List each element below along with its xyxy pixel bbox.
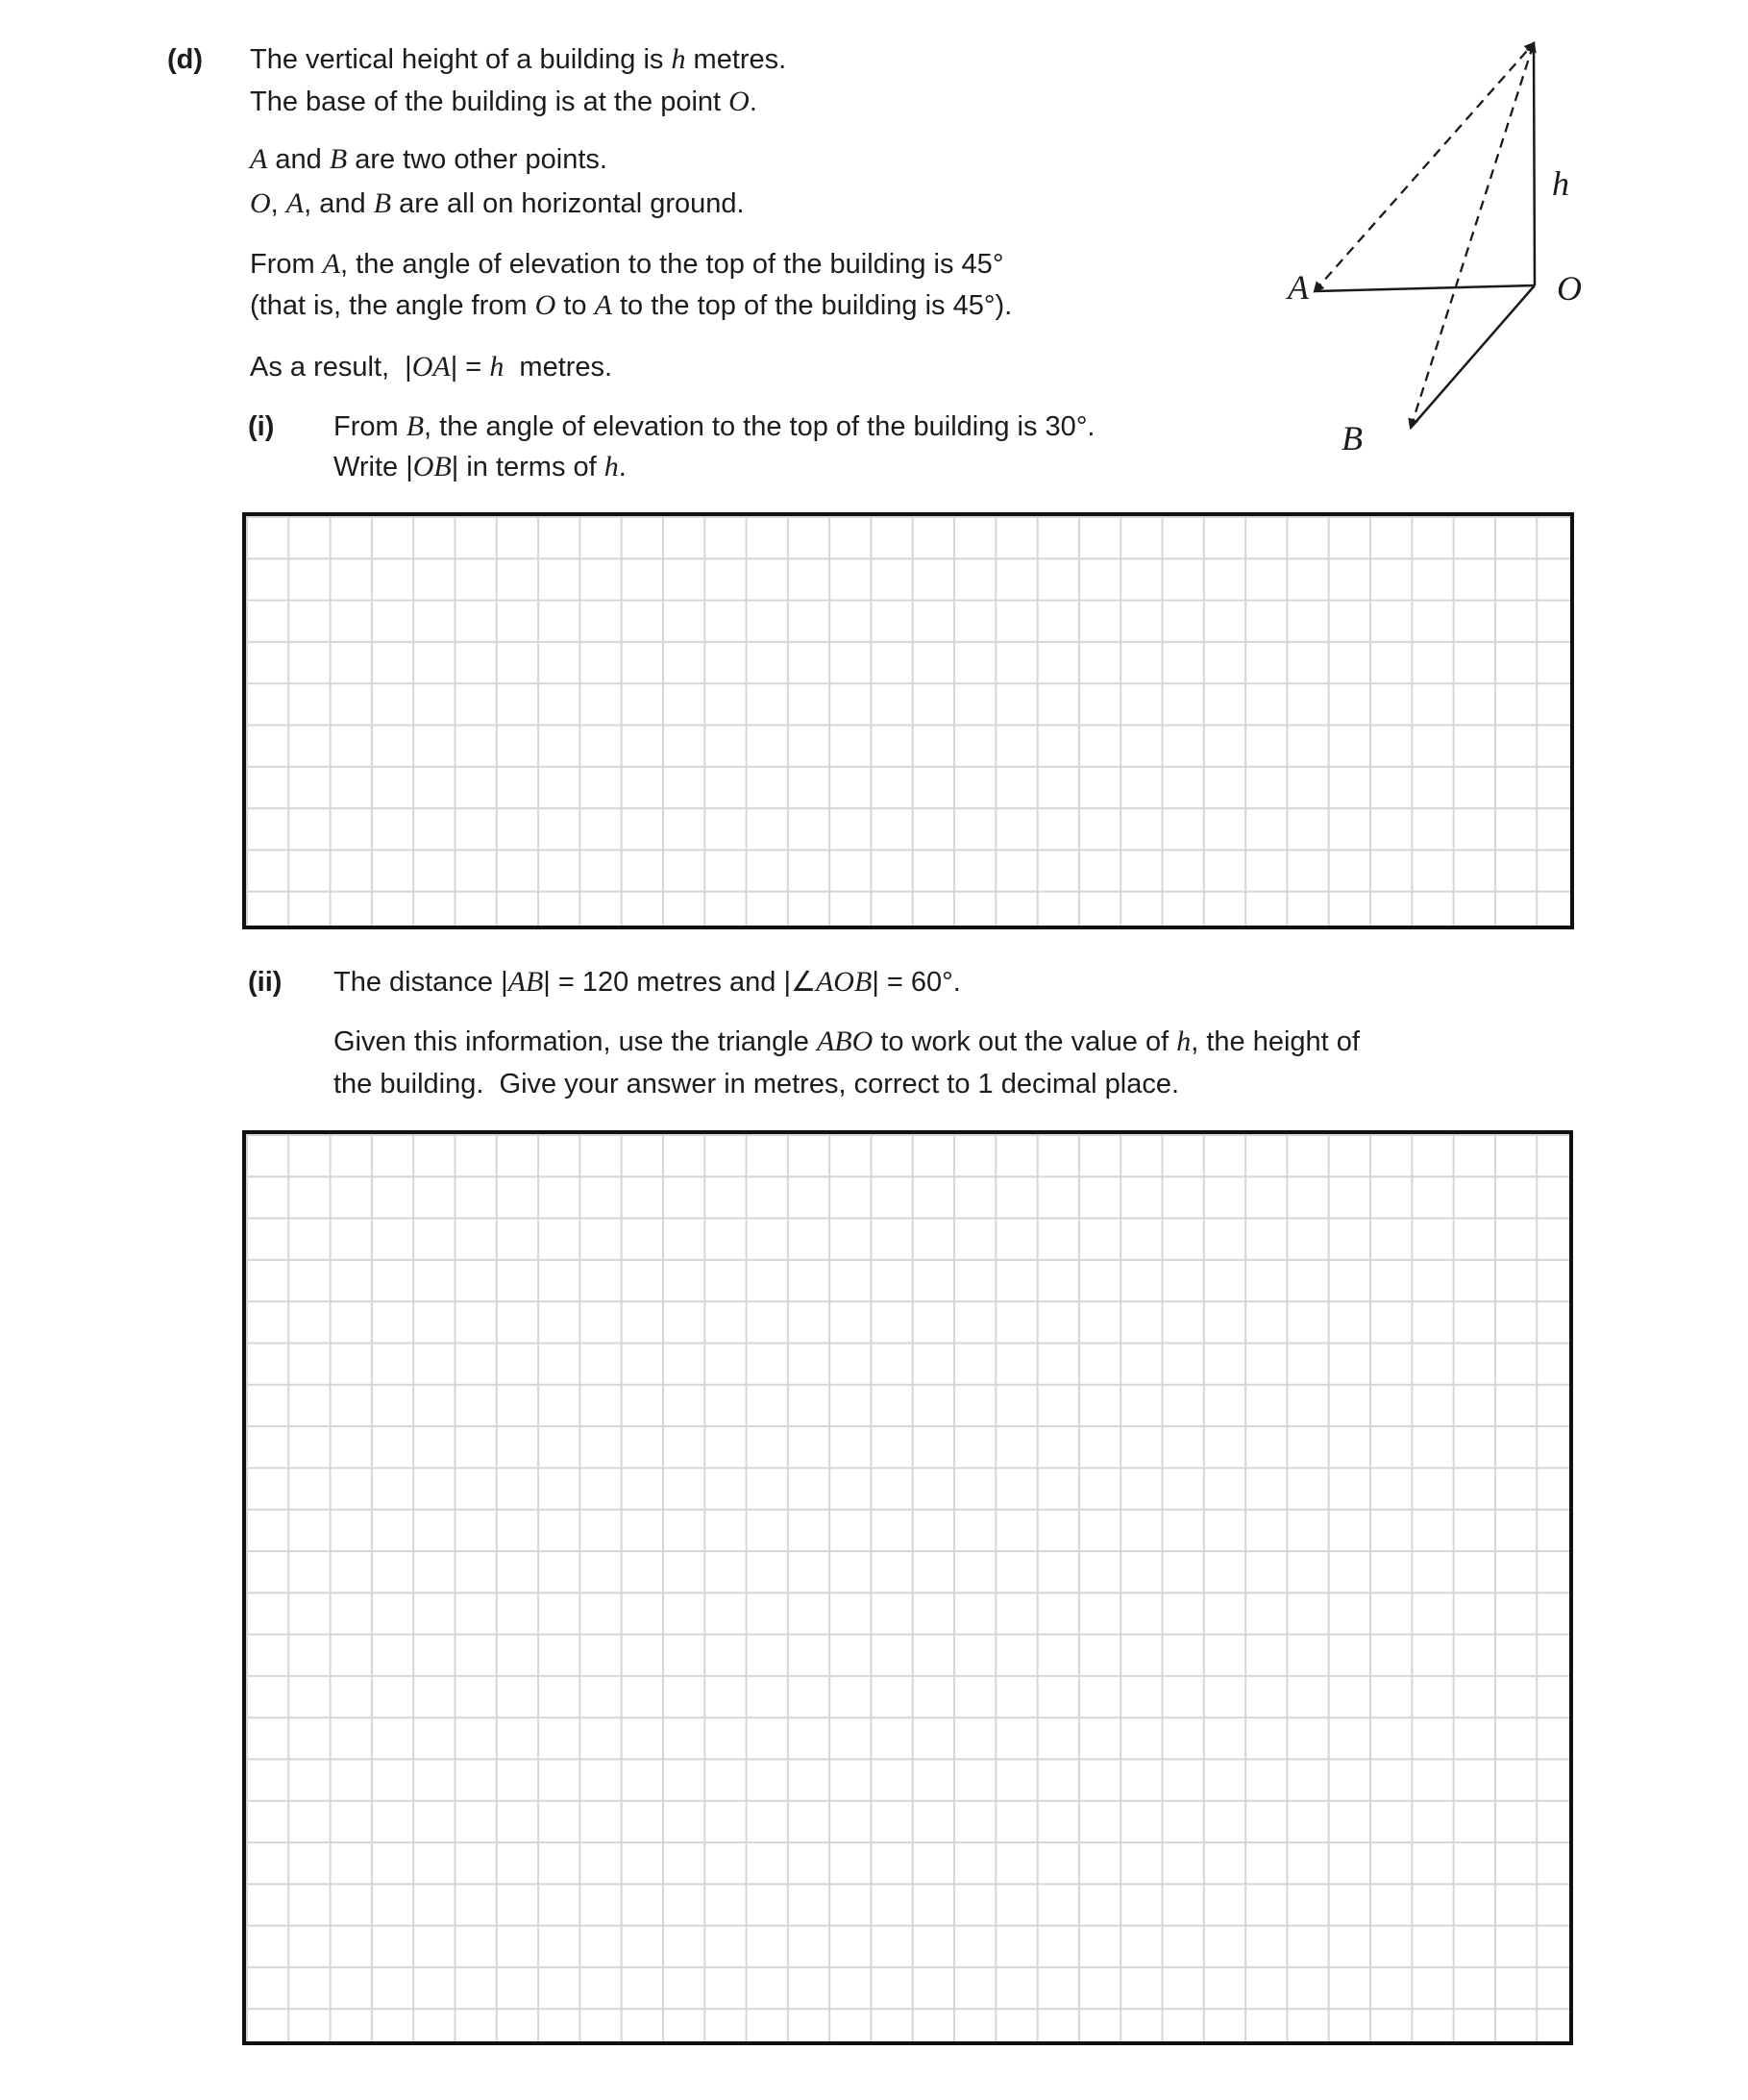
part-i-line-1 bbox=[333, 406, 1095, 448]
part-i-label: (i) bbox=[248, 411, 275, 442]
text-segment: to bbox=[555, 290, 595, 321]
math-variable: h bbox=[489, 351, 505, 383]
text-segment: From bbox=[333, 411, 406, 442]
text-segment: As a result, | bbox=[250, 352, 412, 383]
part-ii-line-1 bbox=[333, 961, 961, 1003]
text-segment: | = bbox=[450, 352, 490, 383]
part-d-line-2 bbox=[250, 81, 757, 123]
text-segment: , and bbox=[304, 188, 374, 219]
text-segment: , the height of bbox=[1191, 1026, 1360, 1057]
text-segment: . bbox=[749, 86, 757, 117]
math-variable: A bbox=[285, 187, 305, 219]
diagram-label-o: O bbox=[1557, 269, 1582, 308]
text-segment: From bbox=[250, 249, 323, 280]
text-segment: are all on horizontal ground. bbox=[391, 188, 745, 219]
text-segment: | = 60°. bbox=[872, 967, 961, 998]
part-i-line-2 bbox=[333, 446, 627, 488]
part-ii-label: (ii) bbox=[248, 967, 283, 998]
math-variable: h bbox=[671, 43, 686, 75]
ground-line-ob bbox=[1411, 285, 1535, 428]
part-ii-line-2 bbox=[333, 1021, 1360, 1063]
math-variable: A bbox=[250, 143, 268, 175]
text-segment: | = 120 metres and |∠ bbox=[543, 967, 816, 998]
answer-grid-part-ii[interactable] bbox=[242, 1130, 1573, 2045]
text-segment: . bbox=[618, 452, 627, 482]
building-height-line bbox=[1534, 43, 1535, 285]
math-variable: B bbox=[406, 410, 425, 442]
part-d-line-6 bbox=[250, 284, 1012, 327]
answer-grid-part-i[interactable] bbox=[242, 512, 1574, 929]
text-segment: metres. bbox=[685, 44, 787, 75]
math-variable: A bbox=[322, 248, 341, 280]
text-segment: Given this information, use the triangle bbox=[333, 1026, 817, 1057]
part-ii-line-3 bbox=[333, 1063, 1179, 1105]
math-variable: B bbox=[329, 143, 348, 175]
text-segment: are two other points. bbox=[347, 144, 607, 175]
text-segment: The base of the building is at the point bbox=[250, 86, 729, 117]
text-segment: (that is, the angle from bbox=[250, 290, 535, 321]
text-segment: , bbox=[270, 188, 286, 219]
part-d-line-3 bbox=[250, 138, 607, 181]
part-d-line-1 bbox=[250, 38, 786, 81]
math-variable: O bbox=[250, 187, 271, 219]
math-variable: ABO bbox=[816, 1025, 874, 1057]
math-variable: AOB bbox=[815, 966, 873, 998]
diagram-label-h: h bbox=[1552, 164, 1569, 203]
part-d-line-5 bbox=[250, 243, 1003, 285]
part-d-line-7 bbox=[250, 346, 612, 388]
diagram-label-a: A bbox=[1288, 268, 1309, 307]
text-segment: | in terms of bbox=[451, 452, 604, 482]
diagram-label-b: B bbox=[1342, 419, 1363, 457]
text-segment: The vertical height of a building is bbox=[250, 44, 672, 75]
math-variable: OB bbox=[412, 451, 452, 482]
math-variable: AB bbox=[507, 966, 544, 998]
ground-line-ao bbox=[1315, 285, 1535, 291]
math-variable: O bbox=[534, 289, 556, 321]
math-variable: B bbox=[373, 187, 392, 219]
text-segment: to the top of the building is 45°). bbox=[611, 290, 1013, 321]
text-segment: , the angle of elevation to the top of the building is 30°. bbox=[424, 411, 1096, 442]
math-variable: O bbox=[728, 86, 750, 117]
sightline-from-a bbox=[1315, 43, 1534, 291]
text-segment: The distance | bbox=[333, 967, 508, 998]
text-segment: and bbox=[267, 144, 330, 175]
math-variable: A bbox=[594, 289, 612, 321]
math-variable: OA bbox=[411, 351, 451, 383]
text-segment: , the angle of elevation to the top of the building is 45° bbox=[340, 249, 1004, 280]
text-segment: Write | bbox=[333, 452, 413, 482]
sightline-from-b bbox=[1411, 43, 1534, 428]
text-segment: the building. Give your answer in metres, correct to 1 decimal place. bbox=[333, 1069, 1180, 1099]
part-d-label: (d) bbox=[167, 44, 204, 75]
math-variable: h bbox=[1176, 1025, 1192, 1057]
math-variable: h bbox=[603, 451, 619, 482]
text-segment: to work out the value of bbox=[873, 1026, 1177, 1057]
part-d-line-4 bbox=[250, 183, 745, 225]
building-diagram bbox=[1249, 17, 1614, 464]
text-segment: metres. bbox=[504, 352, 613, 383]
